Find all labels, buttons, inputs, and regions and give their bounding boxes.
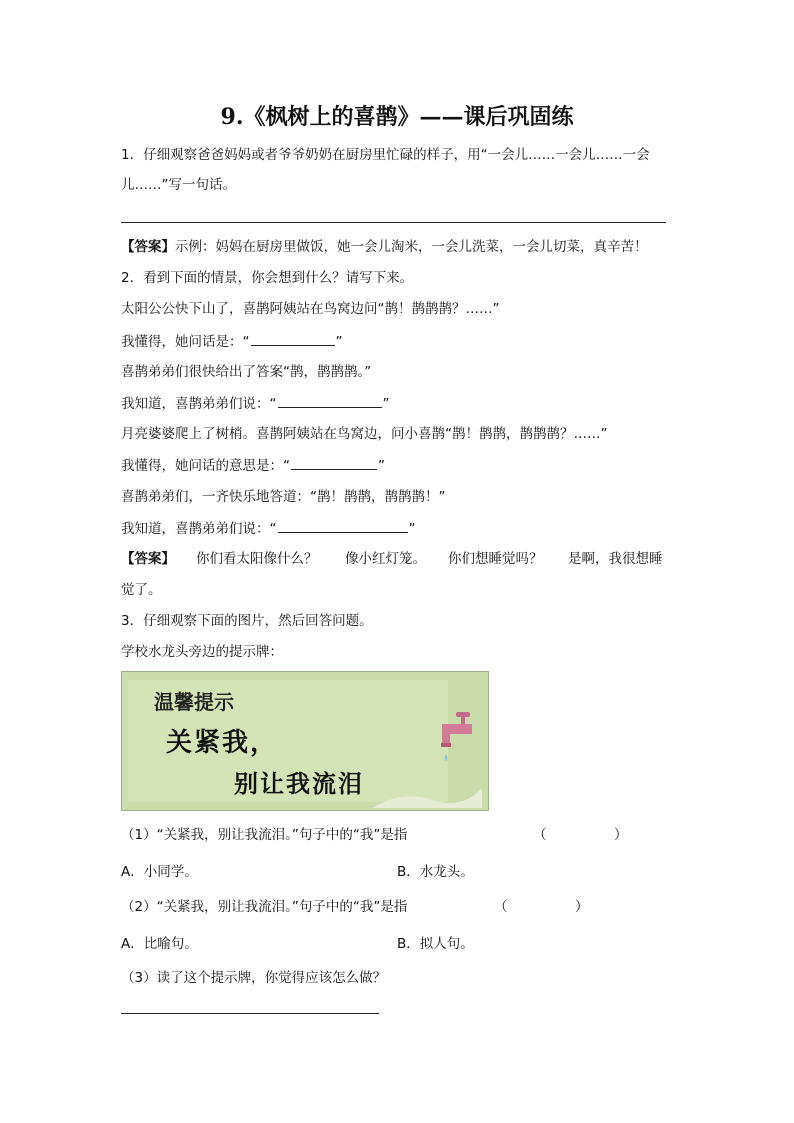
answer-text: 示例：妈妈在厨房里做饭，她一会儿淘米，一会儿洗菜，一会儿切菜，真辛苦！ <box>175 239 648 255</box>
fill-suffix: ” <box>378 458 385 474</box>
fill-prefix: 我知道，喜鹊弟弟们说：“ <box>121 396 277 412</box>
q2-answer-tag: 【答案】 <box>121 551 175 567</box>
q2-fill-3 <box>121 455 385 476</box>
grass-decoration-icon <box>372 780 482 808</box>
q3-prompt: 3．仔细观察下面的图片，然后回答问题。 <box>121 613 373 629</box>
q2-scene-3: 月亮婆婆爬上了树梢。喜鹊阿姨站在鸟窝边，问小喜鹊“鹊！鹊鹊，鹊鹊鹊？……” <box>121 426 608 442</box>
answer-tag: 【答案】 <box>121 239 175 255</box>
q1-line2: 儿……”写一句话。 <box>121 177 236 193</box>
q2-prompt: 2．看到下面的情景，你会想到什么？请写下来。 <box>121 270 414 286</box>
fill-suffix: ” <box>335 334 343 350</box>
q3-sub1-option-b[interactable]: B．水龙头。 <box>397 864 474 880</box>
q3-sub3-answer-line[interactable] <box>121 1013 379 1014</box>
sign-heading: 温馨提示 <box>154 690 234 714</box>
q1-line1: 1．仔细观察爸爸妈妈或者爷爷奶奶在厨房里忙碌的样子，用“一会儿……一会儿……一会 <box>121 147 650 163</box>
q2-fill-2 <box>121 393 390 414</box>
fill-prefix: 我知道，喜鹊弟弟们说：“ <box>121 521 277 537</box>
q3-caption: 学校水龙头旁边的提示牌： <box>121 644 283 660</box>
q2-answer-3: 你们想睡觉吗？ <box>448 551 543 567</box>
q3-sub1: （1）“关紧我，别让我流泪。”句子中的“我”是指 <box>121 827 408 843</box>
q2-answer-2: 像小红灯笼。 <box>345 551 426 567</box>
faucet-icon <box>434 710 480 770</box>
q2-scene-2: 喜鹊弟弟们很快给出了答案“鹊，鹊鹊鹊。” <box>121 364 372 380</box>
fill-blank-2[interactable] <box>278 393 382 408</box>
q1-answer <box>121 237 648 257</box>
reminder-sign-image <box>121 671 489 811</box>
q3-sub2-option-b[interactable]: B．拟人句。 <box>397 936 474 952</box>
fill-suffix: ” <box>382 396 390 412</box>
q2-answer-4: 是啊，我很想睡 <box>568 551 663 567</box>
sign-line-3: 别让我流泪 <box>234 770 364 798</box>
q3-sub1-option-a[interactable]: A．小同学。 <box>121 864 198 880</box>
q1-answer-line[interactable] <box>121 222 666 223</box>
fill-suffix: ” <box>408 521 416 537</box>
q3-sub1-answer-paren[interactable]: （ ） <box>533 827 628 843</box>
fill-prefix: 我懂得，她问话是：“ <box>121 334 250 350</box>
fill-blank-1[interactable] <box>251 331 335 346</box>
q3-sub2: （2）“关紧我，别让我流泪。”句子中的“我”是指 <box>121 899 408 915</box>
q2-answer-5: 觉了。 <box>121 582 162 598</box>
q3-sub3: （3）读了这个提示牌，你觉得应该怎么做？ <box>121 970 387 986</box>
q2-fill-1 <box>121 331 343 352</box>
q3-sub2-answer-paren[interactable]: （ ） <box>494 899 589 915</box>
q3-sub2-option-a[interactable]: A．比喻句。 <box>121 936 198 952</box>
fill-blank-4[interactable] <box>278 518 408 533</box>
page-title: 9.《枫树上的喜鹊》——课后巩固练 <box>220 104 574 130</box>
q2-scene-4: 喜鹊弟弟们，一齐快乐地答道：“鹊！鹊鹊，鹊鹊鹊！” <box>121 489 446 505</box>
q2-fill-4 <box>121 518 416 539</box>
q2-answer-1: 你们看太阳像什么？ <box>196 551 318 567</box>
q2-scene-1: 太阳公公快下山了，喜鹊阿姨站在鸟窝边问“鹊！鹊鹊鹊？……” <box>121 301 500 317</box>
fill-blank-3[interactable] <box>291 455 377 470</box>
sign-line-2: 关紧我， <box>166 728 279 758</box>
fill-prefix: 我懂得，她问话的意思是：“ <box>121 458 290 474</box>
